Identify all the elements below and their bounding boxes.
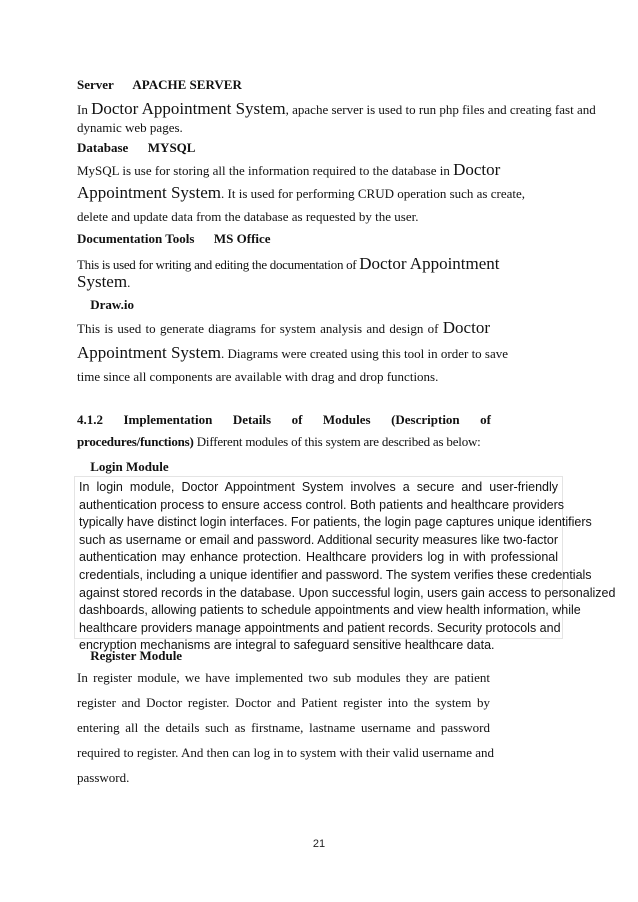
drawio-line-1-big: Doctor (442, 318, 490, 337)
login-description-box (74, 476, 616, 653)
register-line: required to register. And then can log in to system with their valid username and (77, 745, 494, 760)
login-line: such as username or email and password. Additional security measures like two-factor (79, 532, 558, 547)
server-line-2: dynamic web pages. (77, 120, 183, 135)
documentation-line-1-text: This is used for writing and editing the documentation of (77, 257, 357, 272)
login-line: against stored records in the database. Upon successful login, users gain access to personalized (79, 585, 616, 600)
database-line-1-text: MySQL is use for storing all the information required to the database in (77, 163, 450, 178)
section-number: 4.1.2 (77, 412, 103, 427)
documentation-heading-value: MS Office (213, 231, 271, 246)
database-heading (77, 140, 195, 156)
login-line: encryption mechanisms are integral to safeguard sensitive healthcare data. (79, 638, 495, 653)
register-line: entering all the details such as firstname, lastname username and password (77, 720, 490, 735)
drawio-line-3: time since all components are available with drag and drop functions. (77, 369, 439, 384)
page-number: 21 (312, 838, 326, 850)
login-line: credentials, including a unique identifier and password. The system verifies these credentials (79, 567, 592, 582)
database-line-1-big: Doctor (453, 160, 501, 179)
drawio-line-1 (77, 318, 490, 338)
drawio-line-2-big: Appointment System (77, 343, 222, 362)
drawio-heading (77, 297, 134, 313)
section-word: of (291, 412, 303, 427)
documentation-line-2-big: System (77, 272, 128, 291)
server-heading (77, 77, 242, 93)
database-line-2 (77, 183, 525, 203)
login-line: In login module, Doctor Appointment System involves a secure and user-friendly (79, 480, 558, 494)
documentation-line-2-rest: . (127, 275, 131, 290)
login-line: typically have distinct login interfaces. For patients, the login page captures unique identifiers (79, 515, 592, 530)
login-line: authentication may enhance protection. Healthcare providers log in with professional (79, 550, 558, 565)
section-line-2-rest: Different modules of this system are described as below: (193, 434, 481, 449)
server-line-1 (77, 99, 596, 119)
section-word: Implementation (123, 412, 213, 427)
section-line-2 (77, 434, 481, 450)
server-heading-label: Server (77, 77, 114, 92)
register-line: In register module, we have implemented two sub modules they are patient (77, 670, 490, 685)
database-line-2-big: Appointment System (77, 183, 222, 202)
server-heading-value: APACHE SERVER (132, 77, 242, 92)
database-line-3: delete and update data from the database as requested by the user. (77, 209, 419, 224)
database-line-2-rest: . It is used for performing CRUD operation such as create, (221, 186, 526, 201)
section-word: Details (232, 412, 272, 427)
drawio-line-2-rest: . Diagrams were created using this tool in order to save (221, 346, 509, 361)
login-heading (77, 459, 169, 475)
register-line: register and Doctor register. Doctor and Patient register into the system by (77, 695, 490, 710)
drawio-line-1-text: This is used to generate diagrams for system analysis and design of (77, 321, 439, 336)
section-heading (77, 412, 491, 428)
login-heading-label: Login Module (90, 459, 169, 474)
register-heading (77, 648, 182, 664)
register-line: password. (77, 770, 130, 785)
database-line-1 (77, 160, 501, 180)
server-line-1-big: Doctor Appointment System (91, 99, 286, 118)
login-line: healthcare providers manage appointments and patient records. Security protocols and (79, 620, 561, 635)
section-word: of (480, 412, 491, 427)
drawio-heading-label: Draw.io (90, 297, 134, 312)
documentation-line-1 (77, 254, 500, 274)
documentation-heading (77, 231, 271, 247)
documentation-heading-label: Documentation Tools (77, 231, 195, 246)
documentation-line-1-big: Doctor Appointment (359, 254, 500, 273)
register-heading-label: Register Module (90, 648, 183, 663)
section-line-2-bold: procedures/functions) (77, 434, 194, 449)
login-line: dashboards, allowing patients to schedule appointments and view health information, while (79, 603, 581, 618)
drawio-line-2 (77, 343, 508, 363)
login-line: authentication process to ensure access control. Both patients and healthcare providers (79, 497, 565, 512)
documentation-line-2 (77, 272, 130, 292)
server-line-1-in: In (77, 102, 88, 117)
database-heading-label: Database (77, 140, 129, 155)
database-heading-value: MYSQL (147, 140, 196, 155)
server-line-1-rest: , apache server is used to run php files and creating fast and (285, 102, 596, 117)
section-word: (Description (391, 412, 460, 427)
section-word: Modules (322, 412, 371, 427)
